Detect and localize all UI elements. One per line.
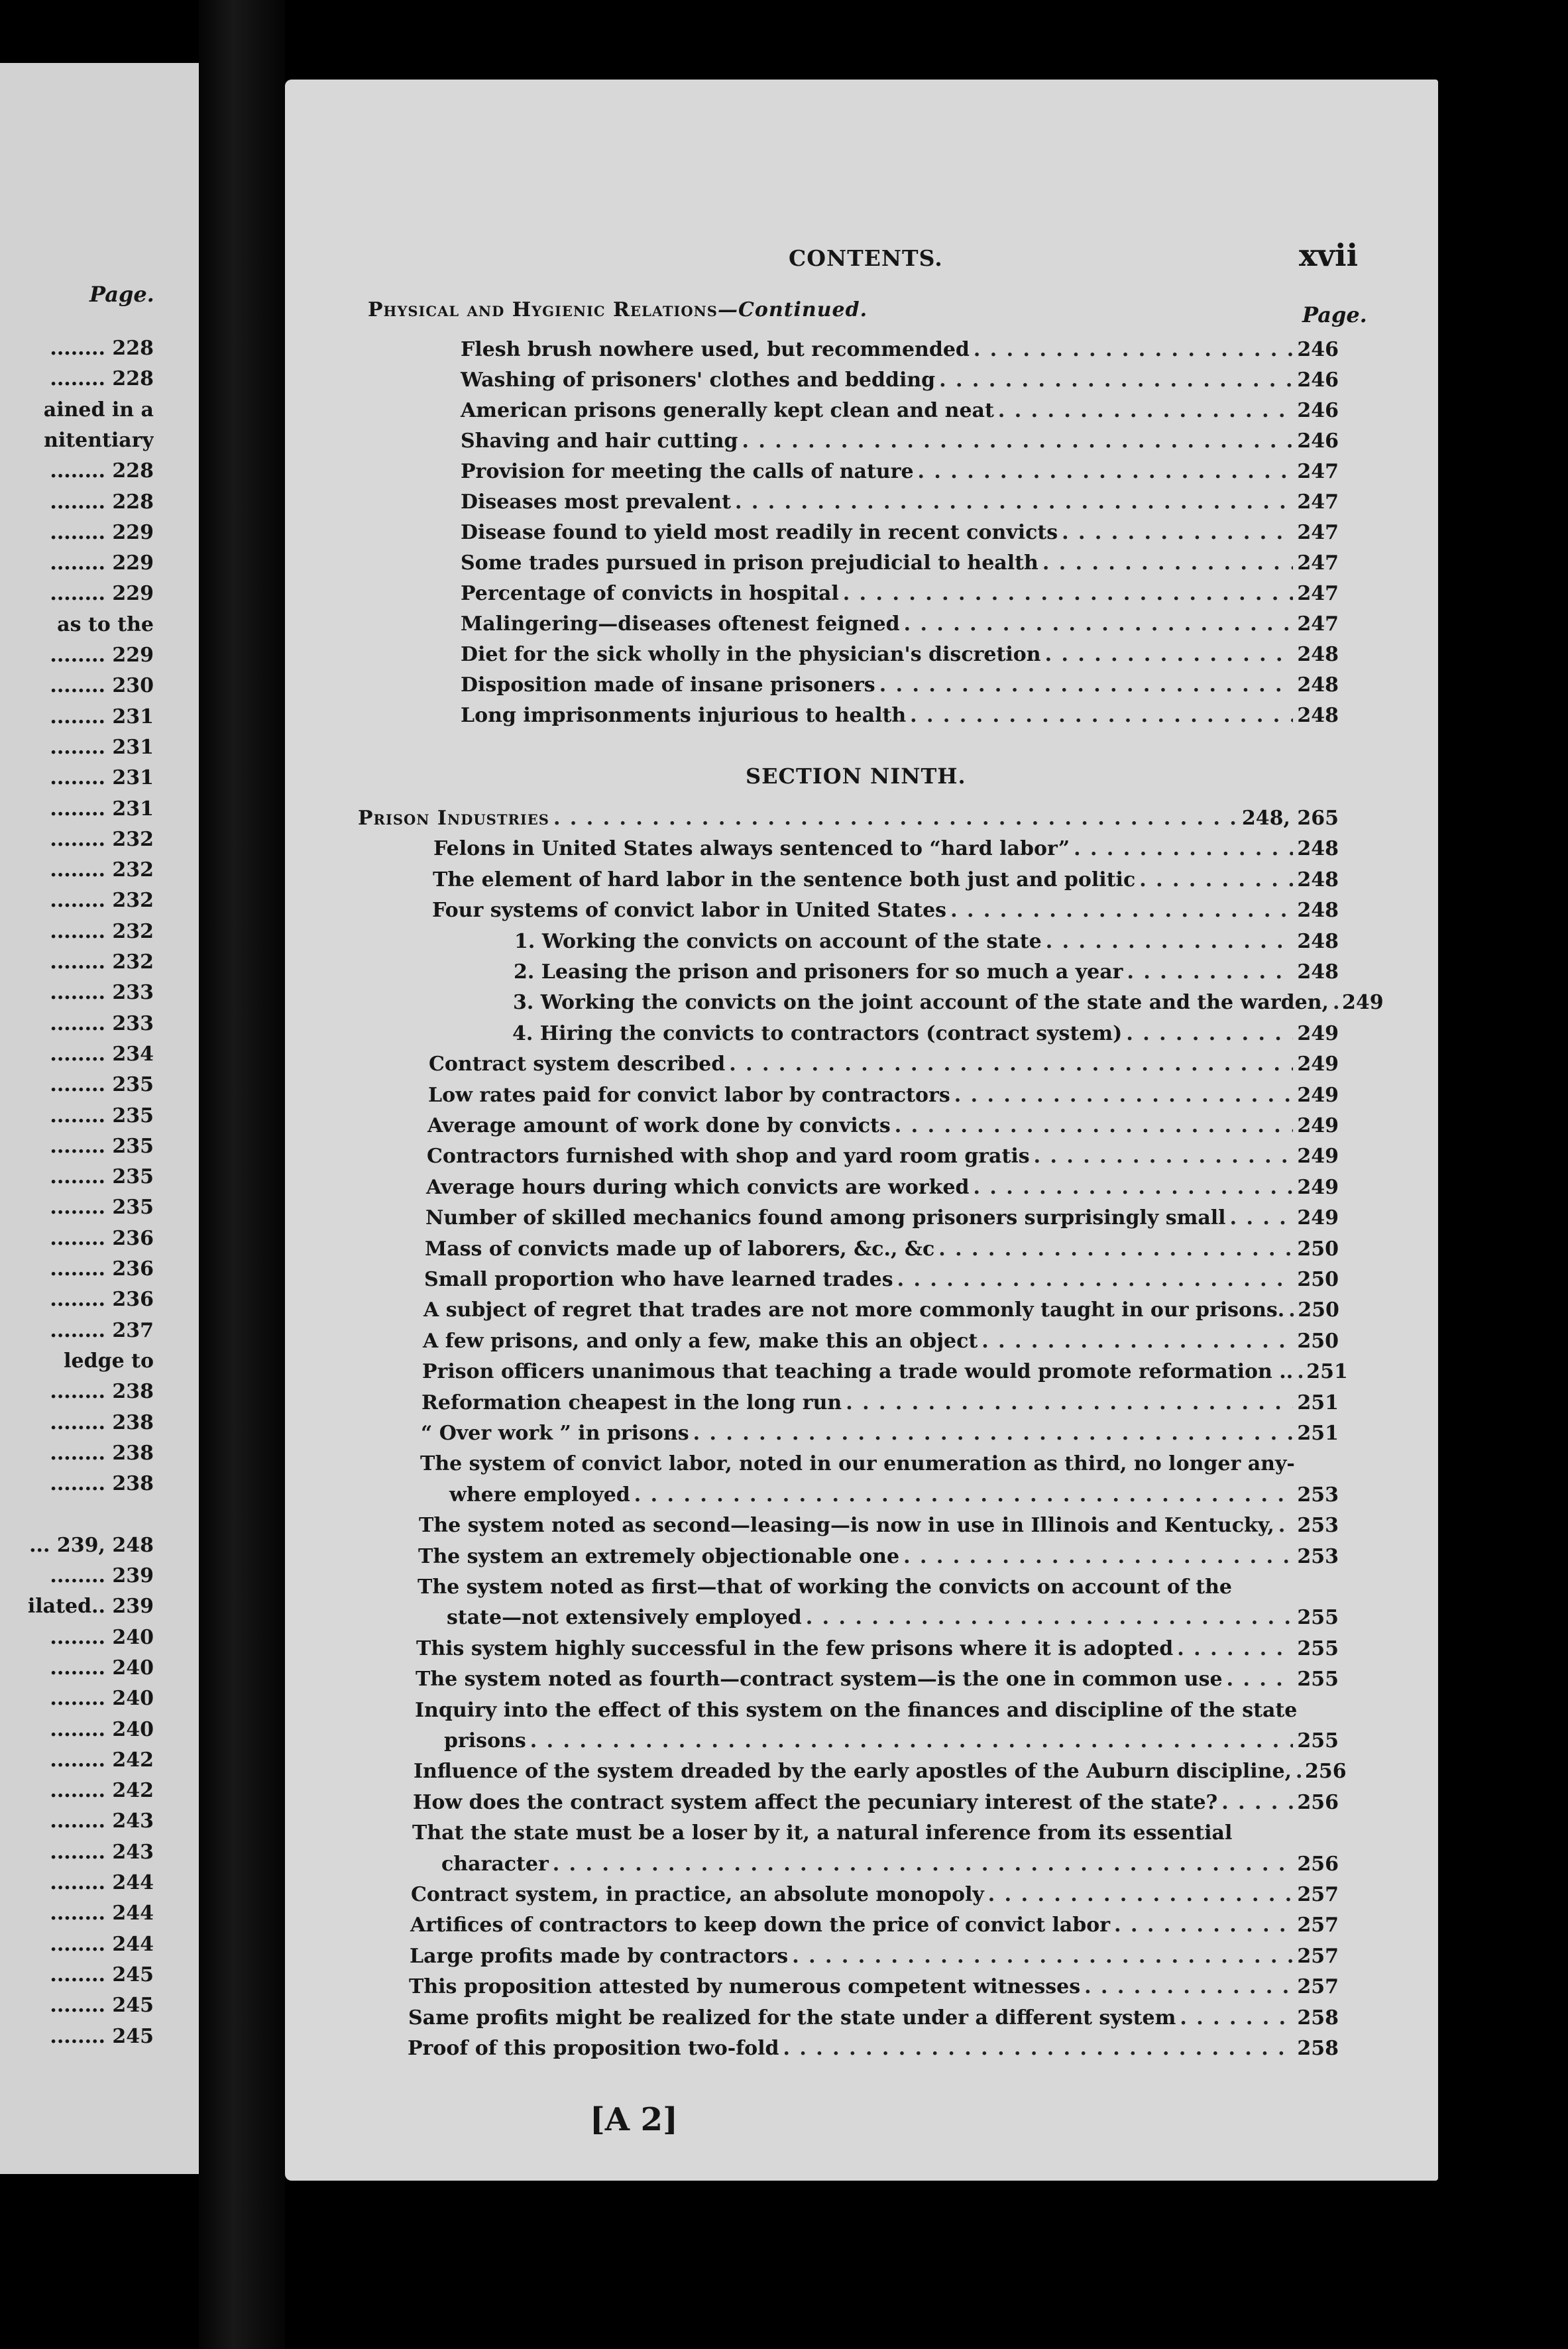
contents-entry [444, 1726, 1339, 1756]
dot-leader [879, 670, 1294, 701]
dot-leader [553, 803, 1238, 834]
left-page-line: ........ 235 [50, 1073, 154, 1097]
contents-entry [409, 1972, 1339, 2002]
left-page-line: ........ 238 [50, 1410, 154, 1434]
part-heading-title: Physical and Hygienic Relations [368, 298, 718, 321]
entry-page-number: 249 [1341, 991, 1384, 1015]
entry-page-number: 255 [1297, 1668, 1339, 1691]
dot-leader [634, 1480, 1294, 1511]
contents-entry [441, 1849, 1339, 1880]
contents-entry [461, 640, 1339, 670]
entry-text: Some trades pursued in prison prejudicial to health [461, 551, 1038, 575]
left-page-line: ........ 230 [50, 674, 154, 698]
entry-page-number: 247 [1297, 551, 1339, 575]
entry-page-number: 250 [1298, 1298, 1339, 1322]
entry-page-number: 251 [1297, 1391, 1339, 1414]
page-folio: xvii [1299, 237, 1359, 273]
entry-page-number: 256 [1297, 1852, 1339, 1876]
entry-text: Malingering—diseases oftenest feigned [461, 612, 900, 636]
contents-entry [461, 365, 1339, 396]
contents-entry [433, 834, 1339, 864]
left-page-line: ........ 235 [50, 1196, 154, 1220]
left-page-line: ... 239, 248 [29, 1533, 154, 1557]
contents-entry [408, 2034, 1339, 2064]
left-page-line [0, 1499, 154, 1530]
dot-leader [693, 1418, 1294, 1449]
contents-entry [423, 1326, 1339, 1357]
dot-leader [895, 1111, 1294, 1141]
contents-entry [412, 1818, 1339, 1849]
left-page-line: ........ 232 [50, 919, 154, 943]
entry-text: Influence of the system dreaded by the early apostles of the Auburn discipline, [414, 1760, 1292, 1784]
left-page-line: ........ 236 [50, 1257, 154, 1281]
left-page-line: ........ 229 [50, 520, 154, 544]
contents-entry [421, 1388, 1339, 1418]
dot-leader [783, 2034, 1294, 2064]
entry-page-number: 251 [1297, 1422, 1339, 1445]
contents-entry [461, 426, 1339, 457]
left-page-line: ........ 236 [50, 1226, 154, 1250]
entry-text: This system highly successful in the few prisons where it is adopted [416, 1636, 1174, 1660]
left-page-line: ledge to [64, 1349, 154, 1373]
entry-page-number: 249 [1297, 1145, 1339, 1169]
entry-text: Contractors furnished with shop and yard room gratis [427, 1145, 1030, 1169]
left-page-line: ........ 232 [50, 950, 154, 974]
dot-leader [846, 1388, 1293, 1418]
dot-leader [1046, 927, 1294, 957]
entry-text: “ Over work ” in prisons [421, 1422, 689, 1445]
left-page-line: ........ 244 [50, 1932, 154, 1956]
entry-page-number: 256 [1297, 1790, 1339, 1814]
contents-entry [461, 548, 1339, 579]
entry-text: A subject of regret that trades are not more commonly taught in our prisons. [423, 1298, 1285, 1322]
left-page-line: ........ 245 [50, 1994, 154, 2018]
contents-entry [358, 803, 1339, 834]
signature-mark: [A 2] [590, 2101, 678, 2138]
dot-leader [981, 1326, 1293, 1357]
left-page-line: ........ 235 [50, 1104, 154, 1127]
entry-text: Mass of convicts made up of laborers, &c., &c [425, 1237, 935, 1261]
entry-text: 4. Hiring the convicts to contractors (contract system) [512, 1021, 1123, 1045]
left-page-line: ........ 231 [50, 766, 154, 790]
entry-page-number: 258 [1297, 2006, 1339, 2030]
dot-leader [742, 426, 1294, 457]
entry-page-number: 249 [1297, 1175, 1339, 1199]
entry-text: The system noted as fourth—contract system—is the one in common use [416, 1668, 1223, 1691]
contents-entry [512, 1019, 1339, 1049]
left-page-line: ........ 233 [50, 981, 154, 1005]
entry-page-number: 253 [1297, 1544, 1339, 1568]
contents-entry [449, 1480, 1339, 1511]
entry-page-number: 246 [1297, 430, 1339, 453]
entry-text: character [441, 1852, 549, 1876]
entry-text: Felons in United States always sentenced to “hard labor” [433, 837, 1070, 861]
left-page-line: ........ 244 [50, 1871, 154, 1894]
entry-page-number: 253 [1297, 1483, 1339, 1507]
contents-entry [461, 701, 1339, 731]
left-page-line: ........ 229 [50, 644, 154, 667]
contents-entry [461, 670, 1339, 701]
contents-entry [425, 1234, 1339, 1265]
contents-entry [411, 1880, 1339, 1910]
part-heading [368, 298, 868, 321]
entry-text: Long imprisonments injurious to health [461, 704, 907, 727]
left-page-line: ........ 238 [50, 1441, 154, 1465]
entry-text: The element of hard labor in the sentence both just and politic [433, 868, 1136, 891]
left-page-line: ained in a [43, 398, 154, 422]
entry-text: Provision for meeting the calls of nature [461, 460, 914, 483]
entry-text: Disease found to yield most readily in recent convicts [461, 521, 1058, 544]
dot-leader [1126, 1019, 1293, 1049]
entry-page-number: 250 [1297, 1268, 1339, 1291]
left-page-line: ........ 231 [50, 797, 154, 821]
entry-text: Same profits might be realized for the state under a different system [408, 2006, 1176, 2030]
dot-leader [974, 1173, 1294, 1203]
entry-text: Flesh brush nowhere used, but recommended [461, 338, 970, 361]
left-page-line: ........ 242 [50, 1748, 154, 1772]
left-page-fragment [0, 63, 199, 2174]
entry-text: Disposition made of insane prisoners [461, 673, 875, 697]
contents-entry [422, 1357, 1348, 1387]
section-title: SECTION NINTH. [746, 764, 966, 789]
entry-page-number: 248 [1297, 899, 1339, 923]
left-page-line: ........ 235 [50, 1134, 154, 1158]
dot-leader [792, 1941, 1293, 1972]
entry-page-number: 255 [1297, 1729, 1339, 1752]
entry-text: Inquiry into the effect of this system on the finances and discipline of the state [415, 1698, 1298, 1722]
left-page-line: ........ 231 [50, 705, 154, 728]
entry-page-number: 249 [1297, 1114, 1339, 1137]
contents-entry [447, 1603, 1339, 1633]
contents-entry [421, 1418, 1339, 1449]
left-page-line: ........ 231 [50, 735, 154, 759]
contents-entry [416, 1634, 1339, 1664]
left-page-line: ........ 237 [50, 1318, 154, 1342]
dot-leader [1127, 957, 1293, 988]
dot-leader [1114, 1910, 1293, 1941]
entry-page-number: 257 [1297, 1944, 1339, 1968]
dot-leader [1045, 640, 1294, 670]
entry-text: Low rates paid for convict labor by contractors [428, 1083, 950, 1107]
entry-text: 1. Working the convicts on account of the state [514, 929, 1042, 953]
dot-leader [950, 895, 1293, 926]
contents-entry [426, 1173, 1339, 1203]
entry-page-number: 246 [1297, 399, 1339, 422]
contents-entry [461, 579, 1339, 609]
dot-leader [553, 1849, 1294, 1880]
contents-page [285, 80, 1438, 2181]
contents-entry [461, 457, 1339, 487]
dot-leader [1084, 1972, 1293, 2002]
left-page-label: Page. [89, 282, 154, 307]
left-page-line: ........ 240 [50, 1687, 154, 1711]
dot-leader [910, 701, 1293, 731]
dot-leader [974, 335, 1293, 365]
left-page-line: ........ 243 [50, 1809, 154, 1833]
contents-entry [461, 609, 1339, 640]
entry-page-number: 257 [1297, 1883, 1339, 1906]
dot-leader [735, 487, 1293, 518]
entry-text: This proposition attested by numerous competent witnesses [409, 1975, 1081, 1999]
left-page-line: ........ 245 [50, 2024, 154, 2048]
left-page-line: ........ 228 [50, 459, 154, 483]
book-gutter [199, 0, 285, 2349]
entry-page-number: 247 [1297, 612, 1339, 636]
entry-text: A few prisons, and only a few, make this an object [423, 1329, 978, 1353]
entry-page-number: 249 [1297, 1053, 1339, 1076]
contents-entry [414, 1756, 1347, 1787]
contents-entry [408, 2003, 1339, 2034]
dot-leader [843, 579, 1294, 609]
contents-entry [423, 1295, 1339, 1326]
entry-page-number: 248 [1297, 643, 1339, 666]
dot-leader [918, 457, 1294, 487]
contents-entry [513, 988, 1384, 1018]
left-page-line: as to the [57, 612, 154, 636]
contents-entry [425, 1203, 1339, 1233]
entry-page-number: 248 [1297, 704, 1339, 727]
contents-entry [514, 927, 1339, 957]
dot-leader [1034, 1141, 1294, 1172]
left-page-line: ........ 229 [50, 551, 154, 575]
dot-leader [988, 1880, 1294, 1910]
contents-entry [461, 335, 1339, 365]
left-page-line: ........ 232 [50, 827, 154, 851]
part-heading-suffix: —Continued. [717, 298, 868, 321]
dot-leader [998, 396, 1294, 426]
entry-page-number: 247 [1297, 490, 1339, 514]
entry-page-number: 248 [1297, 929, 1339, 953]
entry-page-number: 248 [1297, 673, 1339, 697]
entry-text: Prison Industries [358, 807, 549, 830]
entry-page-number: 250 [1297, 1237, 1339, 1261]
dot-leader [1221, 1788, 1293, 1818]
entry-page-number: 255 [1297, 1606, 1339, 1630]
dot-leader [954, 1080, 1294, 1111]
left-page-line: ........ 235 [50, 1165, 154, 1189]
left-page-line: ........ 244 [50, 1902, 154, 1925]
left-page-line: ........ 240 [50, 1625, 154, 1649]
entry-text: Average hours during which convicts are worked [426, 1175, 970, 1199]
contents-entry [514, 957, 1339, 988]
left-page-line: ........ 228 [50, 367, 154, 391]
entry-text: Contract system, in practice, an absolute monopoly [411, 1883, 984, 1906]
dot-leader [1180, 2003, 1293, 2034]
dot-leader [903, 1542, 1293, 1572]
contents-entry [461, 396, 1339, 426]
contents-entry [424, 1265, 1339, 1295]
dot-leader [938, 1234, 1293, 1265]
entry-page-number: 250 [1297, 1329, 1339, 1353]
dot-leader [1230, 1203, 1294, 1233]
contents-entry [427, 1111, 1339, 1141]
entry-text: Diet for the sick wholly in the physician's discretion [461, 643, 1041, 666]
dot-leader [530, 1726, 1294, 1756]
dot-leader [729, 1049, 1293, 1080]
entry-text: The system noted as first—that of working the convicts on account of the [418, 1576, 1233, 1599]
left-page-line: ........ 240 [50, 1717, 154, 1741]
contents-entry [429, 1049, 1339, 1080]
entry-page-number: 248 [1297, 868, 1339, 891]
contents-entry [432, 895, 1339, 926]
contents-entry [433, 865, 1339, 895]
left-page-line: ........ 239 [50, 1564, 154, 1587]
dot-leader [1227, 1664, 1294, 1695]
entry-text: Contract system described [429, 1053, 726, 1076]
left-page-line: ........ 245 [50, 1963, 154, 1986]
entry-text: Prison officers unanimous that teaching a trade would promote reformation .. [422, 1360, 1294, 1384]
entry-text: state—not extensively employed [447, 1606, 802, 1630]
dot-leader [1062, 518, 1293, 548]
dot-leader [897, 1265, 1294, 1295]
entry-page-number: 258 [1297, 2037, 1339, 2060]
entry-text: 3. Working the convicts on the joint account of the state and the warden, [513, 991, 1329, 1015]
dot-leader [1297, 1357, 1302, 1387]
dot-leader [1288, 1295, 1294, 1326]
left-page-line: ........ 233 [50, 1011, 154, 1035]
entry-page-number: 256 [1305, 1760, 1347, 1784]
entry-text: American prisons generally kept clean and neat [461, 399, 994, 422]
contents-entry [461, 518, 1339, 548]
entry-text: Proof of this proposition two-fold [408, 2037, 779, 2060]
contents-entry [415, 1695, 1339, 1726]
entry-page-number: 247 [1297, 460, 1339, 483]
left-page-line: ........ 232 [50, 889, 154, 913]
entry-text: Artifices of contractors to keep down the price of convict labor [410, 1914, 1111, 1937]
entry-page-number: 247 [1297, 582, 1339, 605]
entry-page-number: 257 [1297, 1975, 1339, 1999]
entry-page-number: 247 [1297, 521, 1339, 544]
dot-leader [1074, 834, 1293, 864]
left-page-line: ........ 234 [50, 1042, 154, 1066]
contents-entry [428, 1080, 1339, 1111]
left-page-line: ........ 228 [50, 337, 154, 360]
contents-entry [410, 1910, 1339, 1941]
entry-text: Diseases most prevalent [461, 490, 731, 514]
contents-entry [413, 1788, 1339, 1818]
left-page-line: ........ 236 [50, 1288, 154, 1312]
entry-text: The system of convict labor, noted in our enumeration as third, no longer any- [420, 1452, 1295, 1476]
entry-page-number: 248, 265 [1241, 807, 1339, 830]
dot-leader [1296, 1756, 1301, 1787]
entry-page-number: 251 [1306, 1360, 1348, 1384]
entry-text: prisons [444, 1729, 526, 1752]
dot-leader [939, 365, 1293, 396]
entry-text: Large profits made by contractors [410, 1944, 789, 1968]
entry-text: where employed [449, 1483, 630, 1507]
dot-leader [1042, 548, 1294, 579]
left-page-line: nitentiary [44, 428, 154, 452]
contents-entry [418, 1542, 1339, 1572]
entry-page-number: 248 [1297, 960, 1339, 984]
contents-entry [416, 1664, 1339, 1695]
entry-page-number: 249 [1297, 1083, 1339, 1107]
entry-text: 2. Leasing the prison and prisoners for so much a year [514, 960, 1123, 984]
entry-text: The system noted as second—leasing—is now in use in Illinois and Kentucky, [419, 1514, 1274, 1538]
running-head: CONTENTS. [789, 245, 943, 271]
left-page-line: ........ 242 [50, 1779, 154, 1803]
contents-entry [410, 1941, 1339, 1972]
contents-entry [427, 1141, 1339, 1172]
left-page-line: ........ 238 [50, 1380, 154, 1404]
dot-leader [904, 609, 1294, 640]
dot-leader [806, 1603, 1294, 1633]
left-page-line: ilated.. 239 [27, 1595, 154, 1619]
contents-entry [418, 1572, 1339, 1603]
contents-entry [420, 1449, 1339, 1479]
entry-text: The system an extremely objectionable one [418, 1544, 900, 1568]
entry-page-number: 249 [1297, 1206, 1339, 1230]
dot-leader [1278, 1511, 1294, 1541]
entry-text: Average amount of work done by convicts [427, 1114, 891, 1137]
left-page-line: ........ 228 [50, 490, 154, 514]
entry-page-number: 249 [1297, 1021, 1339, 1045]
entry-text: How does the contract system affect the pecuniary interest of the state? [413, 1790, 1218, 1814]
contents-entry [461, 487, 1339, 518]
left-page-line: ........ 240 [50, 1656, 154, 1680]
entry-page-number: 246 [1297, 338, 1339, 361]
dot-leader [1177, 1634, 1293, 1664]
entry-page-number: 253 [1297, 1514, 1339, 1538]
entry-text: Percentage of convicts in hospital [461, 582, 839, 605]
entry-text: Washing of prisoners' clothes and bedding [461, 369, 936, 392]
entry-page-number: 255 [1297, 1636, 1339, 1660]
left-page-line: ........ 229 [50, 582, 154, 606]
left-page-line: ........ 232 [50, 858, 154, 882]
left-page-line: ........ 243 [50, 1840, 154, 1864]
page-column-label: Page. [1302, 302, 1367, 327]
entry-text: That the state must be a loser by it, a natural inference from its essential [412, 1821, 1233, 1845]
entry-text: Shaving and hair cutting [461, 430, 738, 453]
entry-page-number: 257 [1297, 1914, 1339, 1937]
left-page-line: ........ 238 [50, 1472, 154, 1496]
entry-text: Small proportion who have learned trades [424, 1268, 893, 1291]
dot-leader [1333, 988, 1338, 1018]
entry-text: Reformation cheapest in the long run [421, 1391, 842, 1414]
entry-page-number: 248 [1297, 837, 1339, 861]
entry-page-number: 246 [1297, 369, 1339, 392]
entry-text: Four systems of convict labor in United States [432, 899, 947, 923]
entry-text: Number of skilled mechanics found among prisoners surprisingly small [425, 1206, 1226, 1230]
contents-entry [419, 1511, 1339, 1541]
dot-leader [1139, 865, 1293, 895]
